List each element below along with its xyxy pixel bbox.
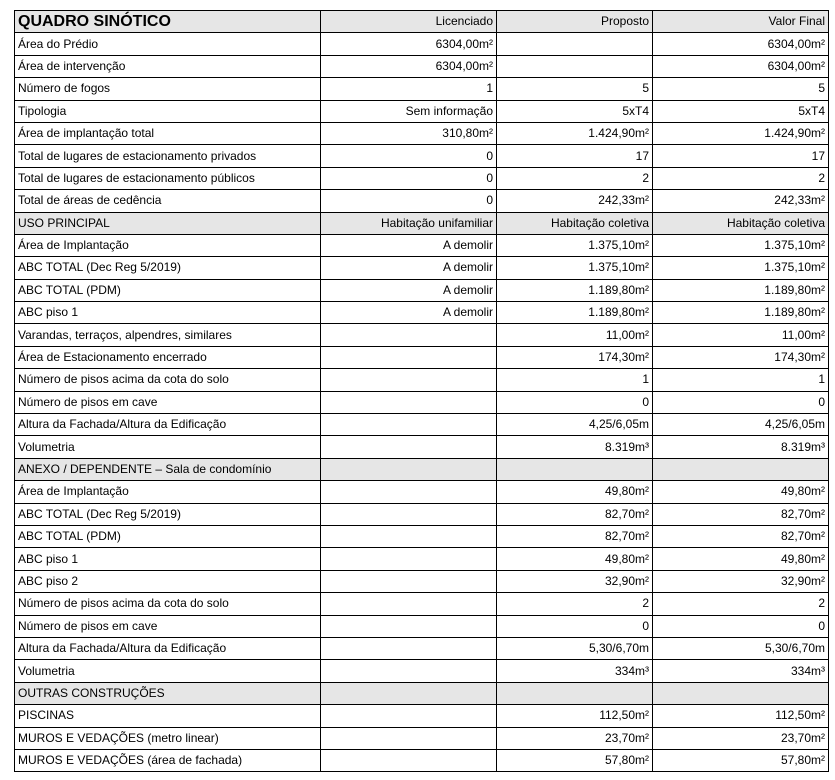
cell-licenciado: [321, 436, 497, 458]
table-row: [15, 525, 829, 547]
row-label: MUROS E VEDAÇÕES (área de fachada): [15, 749, 321, 771]
cell-proposto: 0: [497, 615, 653, 637]
cell-proposto: 49,80m²: [497, 548, 653, 570]
cell-licenciado: [321, 593, 497, 615]
table-row: [15, 33, 829, 55]
cell-valor-final: 1.189,80m²: [653, 302, 829, 324]
cell-valor-final: 2: [653, 167, 829, 189]
row-label: Volumetria: [15, 660, 321, 682]
cell-valor-final: 32,90m²: [653, 570, 829, 592]
table-row: [15, 100, 829, 122]
table-row: [15, 346, 829, 368]
section-header-row: [15, 458, 829, 480]
section-header-row: [15, 212, 829, 234]
row-label: ABC TOTAL (Dec Reg 5/2019): [15, 257, 321, 279]
row-label: USO PRINCIPAL: [15, 212, 321, 234]
cell-valor-final: 1: [653, 369, 829, 391]
table-row: [15, 369, 829, 391]
cell-proposto: 112,50m²: [497, 705, 653, 727]
cell-licenciado: [321, 391, 497, 413]
table-row: [15, 615, 829, 637]
row-label: PISCINAS: [15, 705, 321, 727]
cell-valor-final: Habitação coletiva: [653, 212, 829, 234]
table-row: [15, 481, 829, 503]
table-row: [15, 234, 829, 256]
cell-valor-final: 174,30m²: [653, 346, 829, 368]
cell-proposto: 17: [497, 145, 653, 167]
cell-licenciado: A demolir: [321, 234, 497, 256]
cell-valor-final: 1.424,90m²: [653, 122, 829, 144]
table-row: [15, 190, 829, 212]
row-label: Altura da Fachada/Altura da Edificação: [15, 414, 321, 436]
cell-proposto: 5: [497, 78, 653, 100]
cell-licenciado: [321, 414, 497, 436]
cell-valor-final: 49,80m²: [653, 548, 829, 570]
cell-valor-final: 82,70m²: [653, 525, 829, 547]
cell-valor-final: 57,80m²: [653, 749, 829, 771]
table-row: [15, 749, 829, 771]
cell-proposto: 8.319m³: [497, 436, 653, 458]
cell-valor-final: 49,80m²: [653, 481, 829, 503]
cell-licenciado: A demolir: [321, 257, 497, 279]
cell-valor-final: 17: [653, 145, 829, 167]
table-header-row: [15, 11, 829, 33]
quadro-sinotico-table: [14, 10, 829, 772]
cell-licenciado: [321, 346, 497, 368]
cell-proposto: 334m³: [497, 660, 653, 682]
row-label: Total de áreas de cedência: [15, 190, 321, 212]
cell-licenciado: [321, 369, 497, 391]
cell-proposto: 49,80m²: [497, 481, 653, 503]
row-label: Área do Prédio: [15, 33, 321, 55]
cell-valor-final: 0: [653, 615, 829, 637]
cell-valor-final: 1.375,10m²: [653, 257, 829, 279]
cell-proposto: [497, 33, 653, 55]
table-row: [15, 55, 829, 77]
table-row: [15, 279, 829, 301]
cell-licenciado: [321, 682, 497, 704]
cell-proposto: 82,70m²: [497, 525, 653, 547]
row-label: Número de pisos em cave: [15, 615, 321, 637]
cell-licenciado: 6304,00m²: [321, 55, 497, 77]
cell-proposto: 174,30m²: [497, 346, 653, 368]
row-label: Tipologia: [15, 100, 321, 122]
table-row: [15, 503, 829, 525]
cell-valor-final: 5xT4: [653, 100, 829, 122]
row-label: ABC piso 2: [15, 570, 321, 592]
cell-proposto: 57,80m²: [497, 749, 653, 771]
cell-valor-final: 242,33m²: [653, 190, 829, 212]
cell-valor-final: 6304,00m²: [653, 33, 829, 55]
cell-valor-final: 6304,00m²: [653, 55, 829, 77]
cell-valor-final: 2: [653, 593, 829, 615]
cell-valor-final: 1.375,10m²: [653, 234, 829, 256]
cell-proposto: 82,70m²: [497, 503, 653, 525]
table-row: [15, 637, 829, 659]
cell-proposto: 1.189,80m²: [497, 279, 653, 301]
row-label: OUTRAS CONSTRUÇÕES: [15, 682, 321, 704]
cell-valor-final: 0: [653, 391, 829, 413]
cell-licenciado: [321, 637, 497, 659]
table-row: [15, 145, 829, 167]
column-header-proposto: Proposto: [497, 11, 653, 33]
table-row: [15, 593, 829, 615]
cell-proposto: 11,00m²: [497, 324, 653, 346]
row-label: ANEXO / DEPENDENTE – Sala de condomínio: [15, 458, 321, 480]
cell-valor-final: 11,00m²: [653, 324, 829, 346]
row-label: Área de Implantação: [15, 481, 321, 503]
table-row: [15, 660, 829, 682]
row-label: ABC piso 1: [15, 548, 321, 570]
cell-licenciado: A demolir: [321, 279, 497, 301]
row-label: Área de intervenção: [15, 55, 321, 77]
table-row: [15, 727, 829, 749]
cell-licenciado: 6304,00m²: [321, 33, 497, 55]
cell-valor-final: 112,50m²: [653, 705, 829, 727]
table-row: [15, 391, 829, 413]
cell-proposto: [497, 682, 653, 704]
cell-proposto: 2: [497, 167, 653, 189]
row-label: Número de fogos: [15, 78, 321, 100]
table-row: [15, 570, 829, 592]
cell-licenciado: Habitação unifamiliar: [321, 212, 497, 234]
table-row: [15, 78, 829, 100]
cell-valor-final: 8.319m³: [653, 436, 829, 458]
row-label: Área de implantação total: [15, 122, 321, 144]
table-row: [15, 414, 829, 436]
row-label: Número de pisos em cave: [15, 391, 321, 413]
row-label: Número de pisos acima da cota do solo: [15, 593, 321, 615]
cell-proposto: 1.375,10m²: [497, 257, 653, 279]
cell-proposto: 2: [497, 593, 653, 615]
cell-proposto: 0: [497, 391, 653, 413]
cell-licenciado: [321, 727, 497, 749]
cell-licenciado: 0: [321, 167, 497, 189]
cell-proposto: 32,90m²: [497, 570, 653, 592]
table-body: [15, 33, 829, 772]
quadro-sinotico-table-wrapper: [14, 10, 829, 772]
table-row: [15, 257, 829, 279]
cell-valor-final: 5,30/6,70m: [653, 637, 829, 659]
cell-licenciado: [321, 660, 497, 682]
row-label: MUROS E VEDAÇÕES (metro linear): [15, 727, 321, 749]
cell-proposto: 1.424,90m²: [497, 122, 653, 144]
row-label: Total de lugares de estacionamento públicos: [15, 167, 321, 189]
cell-licenciado: [321, 548, 497, 570]
cell-valor-final: 334m³: [653, 660, 829, 682]
table-row: [15, 302, 829, 324]
cell-valor-final: 1.189,80m²: [653, 279, 829, 301]
row-label: Altura da Fachada/Altura da Edificação: [15, 637, 321, 659]
row-label: Área de Estacionamento encerrado: [15, 346, 321, 368]
cell-proposto: 23,70m²: [497, 727, 653, 749]
cell-licenciado: A demolir: [321, 302, 497, 324]
cell-proposto: 5xT4: [497, 100, 653, 122]
row-label: Volumetria: [15, 436, 321, 458]
row-label: Varandas, terraços, alpendres, similares: [15, 324, 321, 346]
table-title: QUADRO SINÓTICO: [15, 11, 321, 33]
row-label: ABC piso 1: [15, 302, 321, 324]
cell-licenciado: [321, 324, 497, 346]
cell-licenciado: [321, 458, 497, 480]
cell-licenciado: [321, 503, 497, 525]
cell-licenciado: [321, 615, 497, 637]
table-row: [15, 122, 829, 144]
cell-valor-final: 5: [653, 78, 829, 100]
cell-proposto: 1.375,10m²: [497, 234, 653, 256]
cell-licenciado: [321, 570, 497, 592]
cell-proposto: [497, 55, 653, 77]
cell-licenciado: 1: [321, 78, 497, 100]
row-label: ABC TOTAL (Dec Reg 5/2019): [15, 503, 321, 525]
cell-proposto: 1: [497, 369, 653, 391]
table-row: [15, 167, 829, 189]
cell-licenciado: Sem informação: [321, 100, 497, 122]
cell-proposto: 5,30/6,70m: [497, 637, 653, 659]
cell-licenciado: 0: [321, 145, 497, 167]
table-row: [15, 436, 829, 458]
cell-licenciado: [321, 525, 497, 547]
cell-licenciado: 310,80m²: [321, 122, 497, 144]
cell-licenciado: [321, 749, 497, 771]
cell-valor-final: 4,25/6,05m: [653, 414, 829, 436]
table-row: [15, 324, 829, 346]
cell-proposto: Habitação coletiva: [497, 212, 653, 234]
cell-valor-final: 23,70m²: [653, 727, 829, 749]
column-header-valor-final: Valor Final: [653, 11, 829, 33]
table-row: [15, 705, 829, 727]
table-row: [15, 548, 829, 570]
cell-proposto: 4,25/6,05m: [497, 414, 653, 436]
row-label: Área de Implantação: [15, 234, 321, 256]
cell-proposto: [497, 458, 653, 480]
cell-proposto: 1.189,80m²: [497, 302, 653, 324]
cell-valor-final: [653, 682, 829, 704]
cell-licenciado: [321, 705, 497, 727]
row-label: ABC TOTAL (PDM): [15, 525, 321, 547]
cell-valor-final: [653, 458, 829, 480]
column-header-licenciado: Licenciado: [321, 11, 497, 33]
row-label: Número de pisos acima da cota do solo: [15, 369, 321, 391]
row-label: ABC TOTAL (PDM): [15, 279, 321, 301]
cell-licenciado: 0: [321, 190, 497, 212]
cell-proposto: 242,33m²: [497, 190, 653, 212]
section-header-row: [15, 682, 829, 704]
cell-valor-final: 82,70m²: [653, 503, 829, 525]
row-label: Total de lugares de estacionamento privados: [15, 145, 321, 167]
cell-licenciado: [321, 481, 497, 503]
